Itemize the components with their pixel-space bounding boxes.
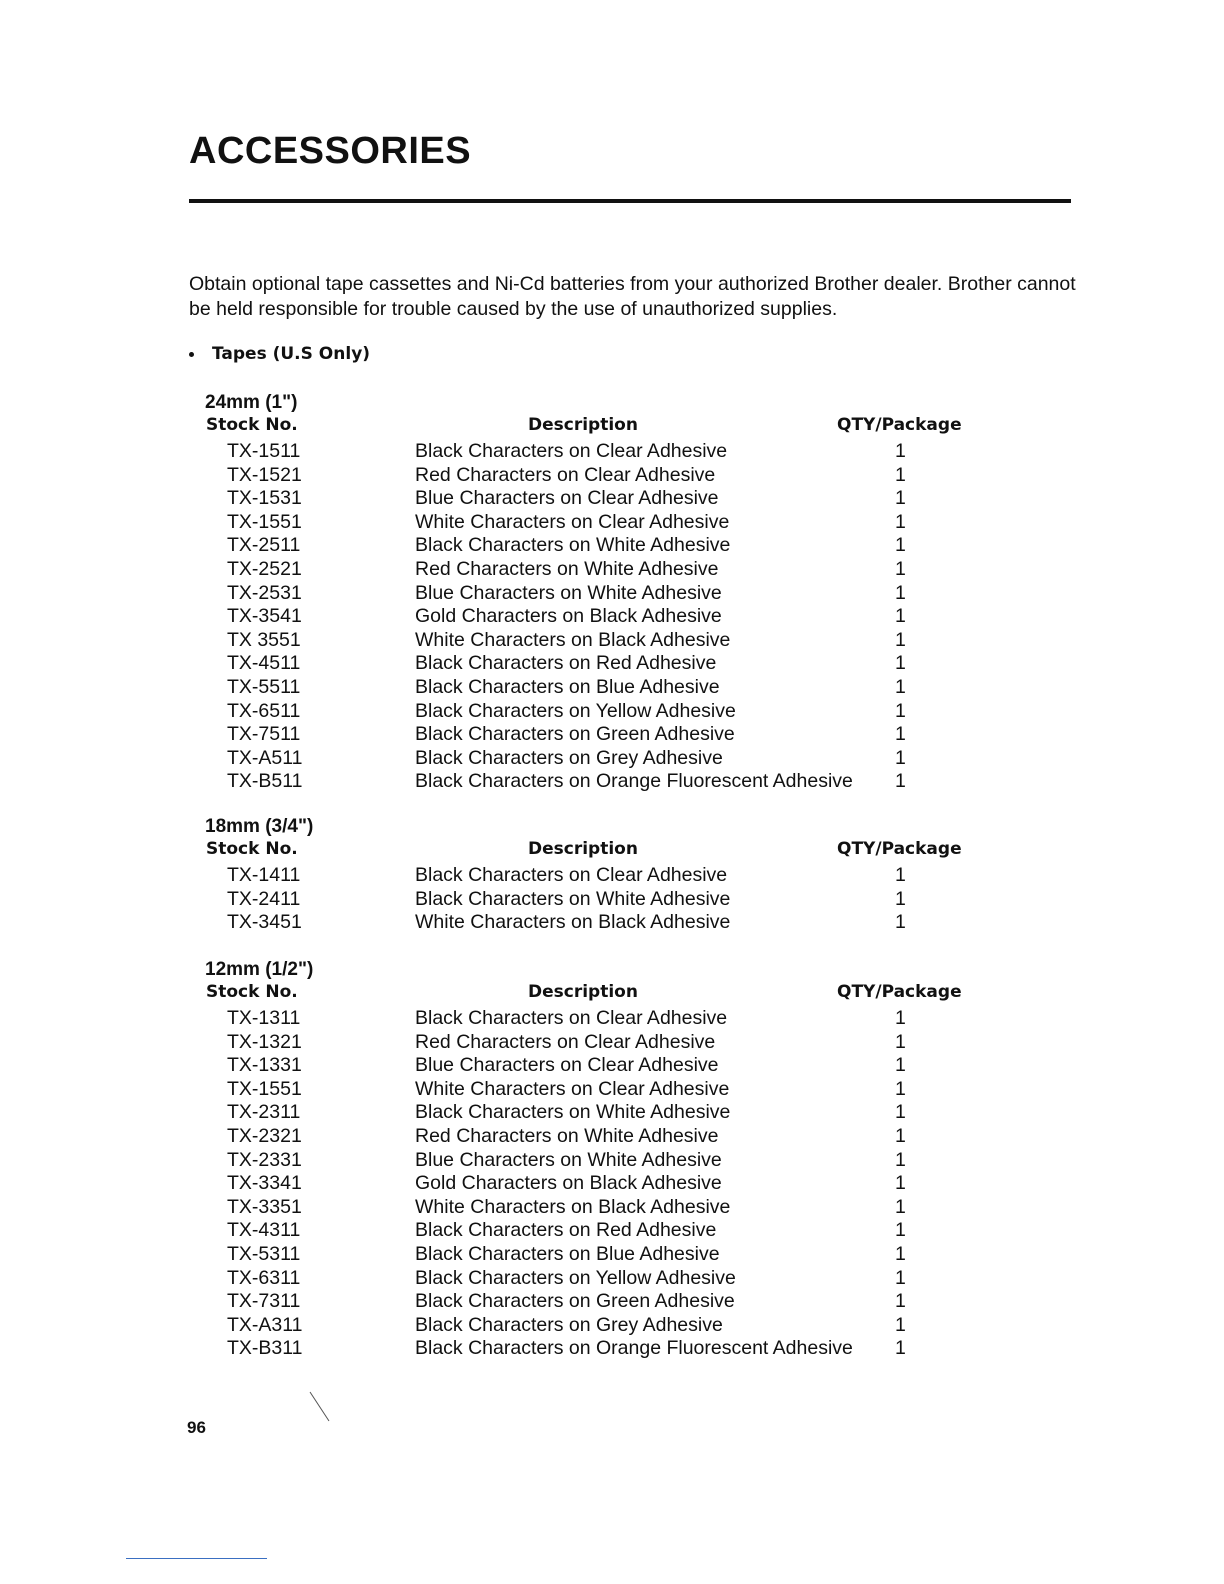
- table-row: [0, 1149, 1224, 1173]
- table-row: [0, 1290, 1224, 1314]
- table-row: [0, 605, 1224, 629]
- table-row: [0, 1172, 1224, 1196]
- qty-package-header: QTY/Package: [837, 415, 962, 435]
- table-row: [0, 700, 1224, 724]
- stock-number-cell: TX-2521: [227, 557, 302, 580]
- table-row: [0, 511, 1224, 535]
- stock-number-cell: TX-1411: [227, 864, 301, 886]
- table-row: [0, 487, 1224, 511]
- stock-number-cell: TX-A511: [227, 746, 303, 769]
- stock-number-cell: TX-1551: [227, 510, 302, 533]
- intro-paragraph: Obtain optional tape cassettes and Ni-Cd batteries from your authorized Brother dealer. Brother cannot be held responsible for trouble caused by the use of unauthorized supplies.: [189, 273, 1076, 320]
- stock-number-cell: TX-1521: [227, 463, 302, 486]
- stock-number-cell: TX-2321: [227, 1124, 302, 1147]
- stock-number-cell: TX-1551: [227, 1077, 302, 1100]
- tapes-bullet-label: Tapes (U.S Only): [212, 344, 371, 364]
- qty-cell: 1: [895, 463, 906, 486]
- description-cell: White Characters on Clear Adhesive: [415, 1077, 730, 1100]
- stock-number-cell: TX-4511: [227, 652, 301, 675]
- stock-number-cell: TX-2531: [227, 581, 302, 604]
- tape-list: [0, 864, 1224, 935]
- qty-cell: 1: [895, 1101, 906, 1124]
- description-cell: Black Characters on Green Adhesive: [415, 1290, 735, 1313]
- description-cell: Black Characters on White Adhesive: [415, 1101, 731, 1124]
- qty-cell: 1: [895, 1266, 906, 1289]
- stock-number-cell: TX-3351: [227, 1195, 302, 1218]
- table-row: [0, 582, 1224, 606]
- qty-cell: 1: [895, 1007, 906, 1029]
- bottom-edge-line: [126, 1558, 267, 1559]
- stock-number-cell: TX-7311: [227, 1290, 301, 1313]
- table-row: [0, 1101, 1224, 1125]
- stray-pen-mark: [308, 1390, 332, 1424]
- stock-number-cell: TX-6511: [227, 699, 301, 722]
- table-row: [0, 464, 1224, 488]
- qty-cell: 1: [895, 1124, 906, 1147]
- qty-cell: 1: [895, 581, 906, 604]
- table-row: [0, 888, 1224, 912]
- qty-cell: 1: [895, 1054, 906, 1077]
- table-row: [0, 534, 1224, 558]
- qty-package-header: QTY/Package: [837, 982, 962, 1002]
- description-cell: Red Characters on White Adhesive: [415, 1124, 719, 1147]
- description-cell: Black Characters on Blue Adhesive: [415, 1242, 720, 1265]
- stock-no-header: Stock No.: [206, 839, 298, 859]
- section-size-label: 18mm (3/4"): [205, 816, 314, 837]
- stock-number-cell: TX-4311: [227, 1219, 301, 1242]
- description-cell: White Characters on Clear Adhesive: [415, 510, 730, 533]
- table-row: [0, 1219, 1224, 1243]
- stock-number-cell: TX-5311: [227, 1242, 301, 1265]
- table-row: [0, 723, 1224, 747]
- description-cell: Gold Characters on Black Adhesive: [415, 605, 722, 628]
- table-row: [0, 1007, 1224, 1031]
- stock-number-cell: TX-B511: [227, 770, 303, 793]
- table-row: [0, 1031, 1224, 1055]
- description-cell: Gold Characters on Black Adhesive: [415, 1172, 722, 1195]
- qty-cell: 1: [895, 605, 906, 628]
- stock-number-cell: TX-1331: [227, 1054, 302, 1077]
- table-row: [0, 1054, 1224, 1078]
- qty-cell: 1: [895, 1313, 906, 1336]
- description-header: Description: [528, 839, 638, 859]
- bullet-icon: [189, 352, 194, 357]
- description-cell: Black Characters on White Adhesive: [415, 887, 731, 910]
- qty-cell: 1: [895, 1219, 906, 1242]
- qty-cell: 1: [895, 699, 906, 722]
- qty-cell: 1: [895, 723, 906, 746]
- stock-number-cell: TX-1531: [227, 487, 302, 510]
- stock-number-cell: TX-6311: [227, 1266, 301, 1289]
- table-row: [0, 1314, 1224, 1338]
- description-cell: White Characters on Black Adhesive: [415, 911, 731, 934]
- stock-number-cell: TX-3541: [227, 605, 302, 628]
- stock-number-cell: TX-2331: [227, 1148, 302, 1171]
- stock-number-cell: TX-2311: [227, 1101, 301, 1124]
- table-row: [0, 652, 1224, 676]
- stock-number-cell: TX-2511: [227, 534, 301, 557]
- qty-cell: 1: [895, 675, 906, 698]
- description-cell: Black Characters on Clear Adhesive: [415, 864, 728, 886]
- description-cell: Black Characters on Orange Fluorescent Adhesive: [415, 770, 853, 793]
- table-row: [0, 1243, 1224, 1267]
- description-cell: White Characters on Black Adhesive: [415, 628, 731, 651]
- stock-number-cell: TX-1321: [227, 1030, 302, 1053]
- qty-cell: 1: [895, 746, 906, 769]
- description-cell: Black Characters on Clear Adhesive: [415, 1007, 728, 1029]
- qty-cell: 1: [895, 487, 906, 510]
- stock-number-cell: TX-1511: [227, 440, 301, 462]
- qty-cell: 1: [895, 1290, 906, 1313]
- qty-cell: 1: [895, 1077, 906, 1100]
- description-cell: Red Characters on Clear Adhesive: [415, 463, 716, 486]
- table-row: [0, 747, 1224, 771]
- table-row: [0, 440, 1224, 464]
- qty-cell: 1: [895, 440, 906, 462]
- description-cell: Black Characters on Yellow Adhesive: [415, 699, 736, 722]
- description-cell: White Characters on Black Adhesive: [415, 1195, 731, 1218]
- table-row: [0, 864, 1224, 888]
- qty-cell: 1: [895, 510, 906, 533]
- stock-number-cell: TX-A311: [227, 1313, 303, 1336]
- title-rule: [189, 199, 1071, 203]
- stock-number-cell: TX 3551: [227, 628, 301, 651]
- description-cell: Blue Characters on White Adhesive: [415, 1148, 722, 1171]
- table-row: [0, 770, 1224, 794]
- table-row: [0, 1337, 1224, 1361]
- page-title: ACCESSORIES: [189, 130, 472, 172]
- qty-cell: 1: [895, 1030, 906, 1053]
- qty-cell: 1: [895, 628, 906, 651]
- description-cell: Blue Characters on Clear Adhesive: [415, 1054, 719, 1077]
- description-cell: Blue Characters on White Adhesive: [415, 581, 722, 604]
- description-cell: Black Characters on Yellow Adhesive: [415, 1266, 736, 1289]
- tape-list: [0, 440, 1224, 794]
- qty-cell: 1: [895, 864, 906, 886]
- section-size-label: 24mm (1"): [205, 392, 298, 413]
- stock-no-header: Stock No.: [206, 982, 298, 1002]
- description-cell: Blue Characters on Clear Adhesive: [415, 487, 719, 510]
- qty-package-header: QTY/Package: [837, 839, 962, 859]
- description-header: Description: [528, 415, 638, 435]
- qty-cell: 1: [895, 770, 906, 793]
- stock-number-cell: TX-5511: [227, 675, 301, 698]
- description-cell: Black Characters on Grey Adhesive: [415, 1313, 723, 1336]
- stock-number-cell: TX-3341: [227, 1172, 302, 1195]
- tapes-bullet: [189, 344, 370, 364]
- qty-cell: 1: [895, 887, 906, 910]
- page-number: 96: [187, 1418, 206, 1437]
- description-cell: Black Characters on Red Adhesive: [415, 1219, 717, 1242]
- stock-number-cell: TX-2411: [227, 887, 301, 910]
- table-row: [0, 1125, 1224, 1149]
- stock-number-cell: TX-3451: [227, 911, 302, 934]
- table-row: [0, 911, 1224, 935]
- description-cell: Black Characters on Red Adhesive: [415, 652, 717, 675]
- table-row: [0, 558, 1224, 582]
- table-row: [0, 629, 1224, 653]
- stock-no-header: Stock No.: [206, 415, 298, 435]
- description-cell: Black Characters on White Adhesive: [415, 534, 731, 557]
- description-cell: Red Characters on Clear Adhesive: [415, 1030, 716, 1053]
- qty-cell: 1: [895, 557, 906, 580]
- stock-number-cell: TX-B311: [227, 1337, 303, 1360]
- description-header: Description: [528, 982, 638, 1002]
- description-cell: Red Characters on White Adhesive: [415, 557, 719, 580]
- qty-cell: 1: [895, 1148, 906, 1171]
- description-cell: Black Characters on Grey Adhesive: [415, 746, 723, 769]
- qty-cell: 1: [895, 911, 906, 934]
- qty-cell: 1: [895, 1242, 906, 1265]
- stock-number-cell: TX-7511: [227, 723, 301, 746]
- tape-list: [0, 1007, 1224, 1361]
- stock-number-cell: TX-1311: [227, 1007, 301, 1029]
- description-cell: Black Characters on Clear Adhesive: [415, 440, 728, 462]
- description-cell: Black Characters on Orange Fluorescent Adhesive: [415, 1337, 853, 1360]
- table-row: [0, 1267, 1224, 1291]
- table-row: [0, 1078, 1224, 1102]
- description-cell: Black Characters on Green Adhesive: [415, 723, 735, 746]
- qty-cell: 1: [895, 534, 906, 557]
- qty-cell: 1: [895, 1337, 906, 1360]
- section-size-label: 12mm (1/2"): [205, 959, 314, 980]
- table-row: [0, 1196, 1224, 1220]
- qty-cell: 1: [895, 652, 906, 675]
- description-cell: Black Characters on Blue Adhesive: [415, 675, 720, 698]
- table-row: [0, 676, 1224, 700]
- qty-cell: 1: [895, 1172, 906, 1195]
- qty-cell: 1: [895, 1195, 906, 1218]
